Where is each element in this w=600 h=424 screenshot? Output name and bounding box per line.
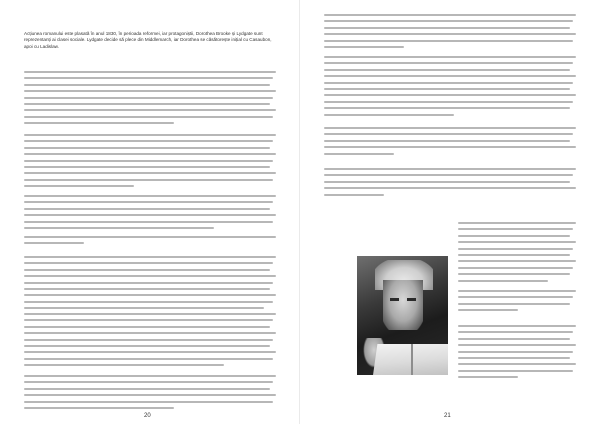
portrait-face [383, 280, 423, 330]
text-line [324, 40, 573, 42]
text-line [458, 296, 573, 298]
text-line [458, 260, 576, 262]
text-line [24, 185, 134, 187]
text-line [24, 221, 273, 223]
text-line [24, 364, 224, 366]
text-line [24, 122, 174, 124]
right-page [300, 0, 600, 424]
text-line [24, 282, 273, 284]
text-line [324, 187, 576, 189]
text-line [324, 75, 576, 77]
text-line [24, 214, 276, 216]
text-line [458, 267, 573, 269]
text-line [24, 166, 270, 168]
text-line [24, 332, 276, 334]
text-line [24, 351, 276, 353]
text-line [324, 114, 454, 116]
portrait-eyes [390, 298, 416, 301]
text-line [24, 77, 273, 79]
text-line [324, 46, 404, 48]
text-line [24, 256, 276, 258]
text-line [458, 235, 570, 237]
text-line [324, 62, 573, 64]
text-line [324, 127, 576, 129]
portrait-book-spine [411, 344, 413, 375]
text-line [24, 269, 270, 271]
text-line [324, 94, 576, 96]
text-line [24, 313, 276, 315]
text-line [24, 375, 276, 377]
text-line [458, 351, 573, 353]
text-line [458, 241, 576, 243]
text-line [24, 201, 273, 203]
text-line [24, 407, 174, 409]
text-line [324, 69, 570, 71]
text-line [458, 280, 548, 282]
text-line [324, 82, 573, 84]
text-line [324, 168, 576, 170]
text-line [24, 294, 276, 296]
text-line [458, 248, 573, 250]
text-line [24, 116, 273, 118]
text-line [324, 194, 384, 196]
text-line [458, 363, 576, 365]
text-line [458, 331, 573, 333]
text-line [458, 303, 570, 305]
text-line [24, 242, 84, 244]
text-line [24, 381, 273, 383]
text-line [24, 97, 273, 99]
text-line [24, 147, 270, 149]
text-line [324, 27, 570, 29]
text-line [24, 275, 276, 277]
text-line [24, 160, 273, 162]
text-line [324, 140, 570, 142]
text-line [324, 101, 573, 103]
text-line [324, 146, 576, 148]
text-line [24, 345, 270, 347]
text-line [24, 208, 270, 210]
text-line [24, 307, 264, 309]
text-line [24, 401, 273, 403]
text-line [24, 288, 270, 290]
text-line [24, 394, 276, 396]
text-line [24, 388, 270, 390]
text-line [24, 339, 273, 341]
text-line [24, 326, 270, 328]
text-line [24, 195, 276, 197]
text-line [458, 325, 576, 327]
text-line [24, 103, 270, 105]
text-line [24, 109, 276, 111]
text-line [458, 273, 570, 275]
page-number-right: 21 [444, 413, 451, 419]
text-line [324, 153, 394, 155]
page-number-left: 20 [144, 413, 151, 419]
text-line [324, 33, 576, 35]
text-line [24, 227, 214, 229]
text-line [24, 179, 273, 181]
text-line [24, 134, 276, 136]
text-line [24, 90, 276, 92]
text-line [24, 172, 276, 174]
text-line [324, 107, 570, 109]
text-line [458, 228, 573, 230]
text-line [458, 370, 573, 372]
text-line [24, 71, 276, 73]
text-line [24, 358, 273, 360]
text-line [324, 20, 573, 22]
intro-paragraph: Acțiunea romanului este plasată în anul 1830, în perioada reformei, iar protagoniștii, Dorothea Brooke și Lydgate sunt reprezentanți ai clasei sociale. Lydgate decide să plece din Middlemarch, iar Dorothea se căsătorește inițial cu Casaubon, apoi cu Ladislaw. [24, 31, 272, 49]
text-line [24, 140, 273, 142]
text-line [24, 319, 273, 321]
text-line [24, 236, 276, 238]
text-line [458, 254, 570, 256]
author-portrait-photo [357, 256, 448, 375]
text-line [324, 133, 573, 135]
text-line [324, 181, 570, 183]
text-line [24, 153, 276, 155]
text-line [458, 309, 518, 311]
text-line [458, 357, 570, 359]
text-line [324, 174, 573, 176]
text-line [458, 290, 576, 292]
text-line [324, 14, 576, 16]
text-line [458, 222, 576, 224]
text-line [458, 338, 570, 340]
text-line [24, 84, 270, 86]
text-line [324, 56, 576, 58]
text-line [24, 262, 273, 264]
text-line [458, 344, 576, 346]
text-line [24, 301, 273, 303]
text-line [458, 376, 518, 378]
text-line [324, 88, 570, 90]
